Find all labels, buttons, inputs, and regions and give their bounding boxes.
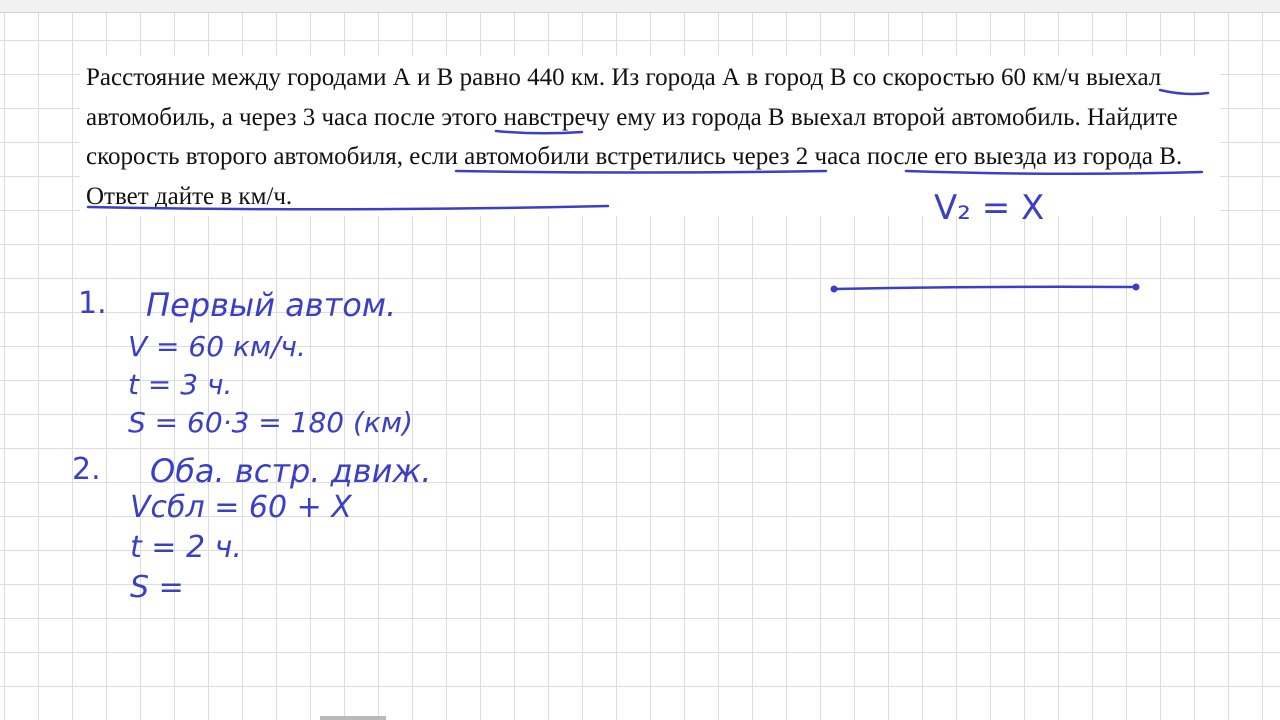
step2-title: Оба. встр. движ. <box>150 452 432 490</box>
step2-closing-speed: Vсбл = 60 + X <box>130 490 352 525</box>
step2-time: t = 2 ч. <box>130 530 242 565</box>
step2-distance: S = <box>130 570 184 605</box>
underline-3-hours <box>496 131 582 133</box>
underline-cars-met <box>906 171 1202 174</box>
problem-statement: Расстояние между городами А и В равно 440 км. Из города А в город В со скоростью 60 км/ч выехал автомобиль, а через 3 часа после этого навстречу ему из города В выехал второй автомобиль. Найдите скорость второго автомобиля, если автомобили встретились через 2 часа после его выезда из города В. Ответ дайте в км/ч. <box>86 64 1183 210</box>
variable-definition: V₂ = X <box>934 188 1045 228</box>
segment-line <box>834 287 1136 289</box>
step1-speed: V = 60 км/ч. <box>128 330 306 363</box>
page-scroll-indicator[interactable] <box>320 716 386 720</box>
underline-2-hours <box>88 206 608 209</box>
step1-title: Первый автом. <box>146 286 397 324</box>
underline-speed-60 <box>1160 90 1208 94</box>
step1-distance: S = 60·3 = 180 (км) <box>128 406 413 439</box>
step1-number: 1. <box>78 286 107 321</box>
segment-endpoint-right <box>1133 284 1140 291</box>
segment-endpoint-left <box>831 286 838 293</box>
step2-number: 2. <box>72 452 101 487</box>
step1-time: t = 3 ч. <box>128 368 233 401</box>
underline-second-car-speed <box>456 171 826 173</box>
